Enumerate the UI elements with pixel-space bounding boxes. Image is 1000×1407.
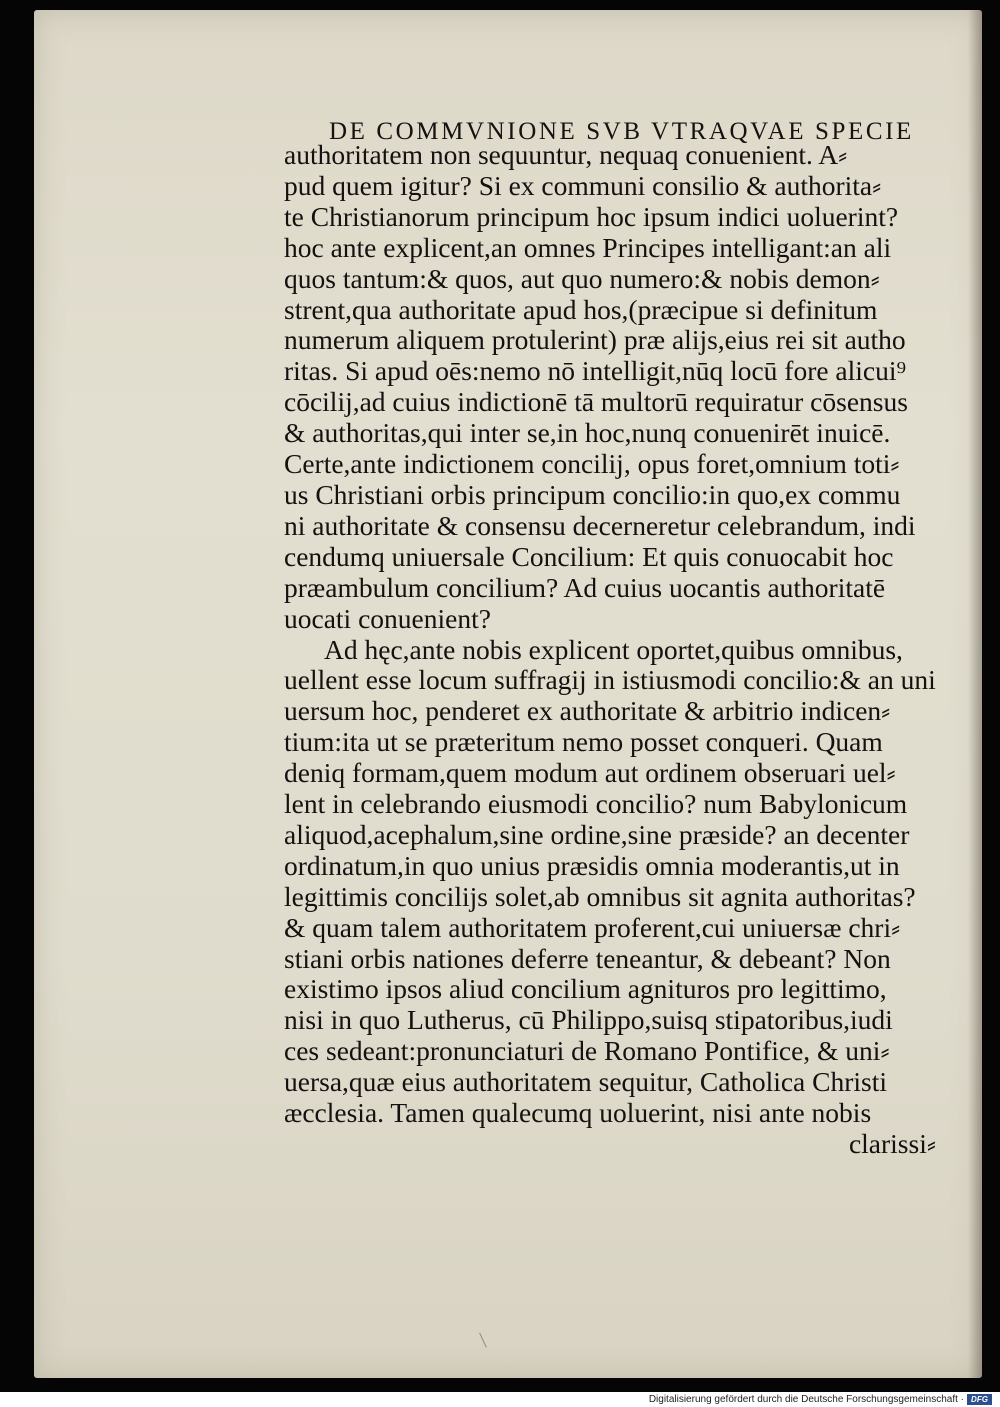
text-line: præambulum concilium? Ad cuius uocantis authoritatē [284, 571, 886, 603]
funding-footer [0, 1392, 1000, 1407]
text-line: numerum aliquem protulerint) præ alijs,eius rei sit autho [284, 324, 906, 356]
funding-text: Digitalisierung gefördert durch die Deutsche Forschungsgemeinschaft · [648, 1394, 964, 1405]
text-line: ritas. Si apud oēs:nemo nō intelligit,nūq locū fore alicui⁹ [284, 355, 907, 387]
text-line: cendumq uniuersale Concilium: Et quis conuocabit hoc [284, 540, 894, 572]
text-line: ces sedeant:pronunciaturi de Romano Pontifice, & uni⸗ [284, 1035, 890, 1067]
text-line: aliquod,acephalum,sine ordine,sine præside? an decenter [284, 818, 910, 850]
text-line: lent in celebrando eiusmodi concilio? num Babylonicum [284, 788, 908, 820]
text-line: existimo ipsos aliud concilium agnituros pro legittimo, [284, 973, 887, 1005]
running-head: DE COMMVNIONE SVB VTRAQVAE SPECIE [329, 118, 914, 145]
text-line: pud quem igitur? Si ex communi consilio & authorita⸗ [284, 169, 882, 201]
text-line: stiani orbis nationes deferre teneantur, & debeant? Non [284, 942, 891, 974]
text-line: uersa,quæ eius authoritatem sequitur, Catholica Christi [284, 1066, 888, 1098]
text-line: quos tantum:& quos, aut quo numero:& nobis demon⸗ [284, 262, 880, 294]
text-line: hoc ante explicent,an omnes Principes intelligant:an ali [284, 231, 892, 263]
paragraph-start-line: Ad hęc,ante nobis explicent oportet,quibus omnibus, [324, 633, 903, 665]
dfg-logo-icon: DFG [967, 1394, 992, 1405]
text-line: us Christiani orbis principum concilio:in quo,ex commu [284, 478, 901, 510]
text-line: ordinatum,in quo unius præsidis omnia moderantis,ut in [284, 849, 900, 881]
text-line: strent,qua authoritate apud hos,(præcipue si definitum [284, 293, 878, 325]
catchword: clarissi⸗ [848, 1128, 936, 1159]
text-line: te Christianorum principum hoc ipsum indici uoluerint? [284, 200, 899, 232]
text-line: & quam talem authoritatem proferent,cui uniuersæ chri⸗ [284, 911, 901, 943]
text-line: Certe,ante indictionem concilij, opus foret,omnium toti⸗ [284, 448, 900, 480]
text-line: tium:ita ut se præteritum nemo posset conqueri. Quam [284, 726, 883, 758]
text-line: legittimis concilijs solet,ab omnibus sit agnita authoritas? [284, 880, 916, 912]
text-line: uellent esse locum suffragij in istiusmodi concilio:& an uni [284, 664, 936, 696]
text-line: & authoritas,qui inter se,in hoc,nunq conuenirēt inuicē. [284, 417, 891, 449]
text-block [284, 140, 936, 1160]
text-line: uersum hoc, penderet ex authoritate & arbitrio indicen⸗ [284, 695, 891, 727]
text-line: ni authoritate & consensu decerneretur celebrandum, indi [284, 509, 916, 541]
text-line: æcclesia. Tamen qualecumq uoluerint, nisi ante nobis [284, 1097, 872, 1129]
text-line: authoritatem non sequuntur, nequaq conuenient. A⸗ [284, 139, 848, 170]
text-line: nisi in quo Lutherus, cū Philippo,suisq stipatoribus,iudi [284, 1004, 893, 1036]
text-line: uocati conuenient? [284, 602, 491, 634]
text-line: cōcilij,ad cuius indictionē tā multorū requiratur cōsensus [284, 386, 908, 418]
paper-mark [479, 1328, 496, 1347]
text-line: deniq formam,quem modum aut ordinem obseruari uel⸗ [284, 757, 896, 789]
